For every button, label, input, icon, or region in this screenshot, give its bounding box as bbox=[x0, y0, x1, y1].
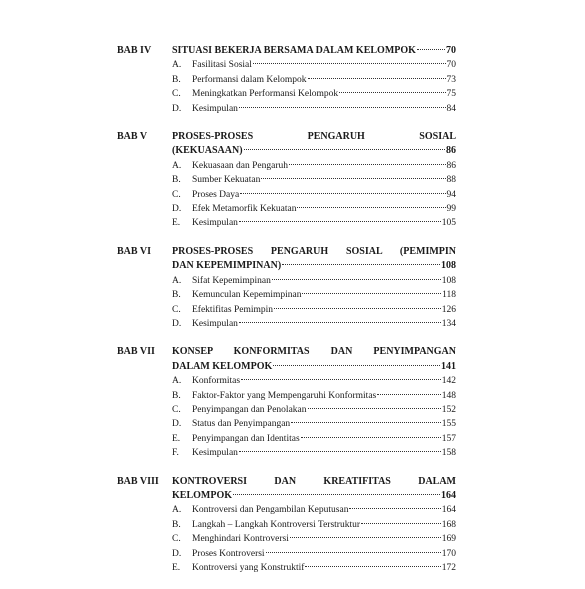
page-number: 75 bbox=[446, 89, 456, 100]
toc-entry-label bbox=[172, 532, 289, 546]
dot-leader bbox=[241, 379, 441, 380]
toc-entry-letter: B. bbox=[172, 175, 181, 186]
toc-entry-label bbox=[172, 561, 304, 575]
toc-entry-text: Menghindari Kontroversi bbox=[192, 534, 289, 545]
toc-entry-label bbox=[172, 58, 252, 72]
toc-entry bbox=[172, 303, 456, 317]
dot-leader bbox=[239, 221, 441, 222]
page-number: 94 bbox=[446, 189, 456, 200]
toc-entry bbox=[172, 417, 456, 431]
toc-entry-text: Faktor-Faktor yang Mempengaruhi Konformitas bbox=[192, 390, 377, 401]
chapter-title bbox=[172, 44, 456, 58]
chapter-title-entry bbox=[172, 259, 456, 273]
chapter-title-text: KELOMPOK bbox=[172, 489, 232, 501]
page-number: 158 bbox=[441, 448, 456, 459]
toc-entry-label bbox=[172, 303, 273, 317]
toc-entry bbox=[172, 446, 456, 460]
chapter-number: BAB IV bbox=[117, 45, 152, 56]
dot-leader bbox=[239, 322, 441, 323]
toc-entry-text: Sumber Kekuatan bbox=[192, 175, 261, 186]
toc-entry-text: Langkah – Langkah Kontroversi Terstruktur bbox=[192, 519, 361, 530]
dot-leader bbox=[240, 193, 445, 194]
toc-entry bbox=[172, 159, 456, 173]
chapter-title bbox=[172, 475, 456, 504]
page-number: 118 bbox=[442, 290, 456, 301]
toc-entry-letter: D. bbox=[172, 103, 182, 114]
page-number: 157 bbox=[441, 433, 456, 444]
toc-entry-text: Kontroversi yang Konstruktif bbox=[192, 563, 305, 573]
page-number: 105 bbox=[441, 218, 456, 229]
toc-entry-letter: A. bbox=[172, 275, 182, 286]
chapter-body bbox=[172, 245, 456, 331]
dot-leader bbox=[261, 178, 445, 179]
toc-entry-text: Kontroversi dan Pengambilan Keputusan bbox=[192, 505, 349, 516]
dot-leader bbox=[274, 308, 441, 309]
dot-leader bbox=[233, 494, 440, 495]
dot-leader bbox=[339, 92, 445, 93]
toc-entry-text: Proses Kontroversi bbox=[192, 548, 265, 559]
dot-leader bbox=[291, 422, 441, 423]
dot-leader bbox=[282, 264, 440, 265]
chapter-title bbox=[172, 245, 456, 274]
toc-entry-letter: E. bbox=[172, 563, 181, 573]
chapter-title-text: (KEKUASAAN) bbox=[172, 145, 243, 157]
page-number: 164 bbox=[441, 489, 456, 501]
toc-entry bbox=[172, 173, 456, 187]
page-number: 142 bbox=[441, 376, 456, 387]
toc-entry-label bbox=[172, 87, 338, 101]
toc-entry-letter: B. bbox=[172, 390, 181, 401]
toc-entry-label bbox=[172, 173, 260, 187]
toc-entry bbox=[172, 202, 456, 216]
toc-entry-text: Efek Metamorfik Kekuatan bbox=[192, 204, 297, 215]
toc-entry-label bbox=[172, 159, 288, 173]
dot-leader bbox=[273, 365, 440, 366]
toc-entry-text: Kekuasaan dan Pengaruh bbox=[192, 160, 289, 171]
toc-entry-letter: D. bbox=[172, 548, 182, 559]
toc-entry-letter: D. bbox=[172, 318, 182, 329]
toc-entry-text: Penyimpangan dan Penolakan bbox=[192, 404, 307, 415]
toc-entry bbox=[172, 188, 456, 202]
chapter-number: BAB V bbox=[117, 131, 148, 143]
toc-entry-text: Performansi dalam Kelompok bbox=[192, 74, 307, 85]
toc-entry bbox=[172, 532, 456, 546]
chapter-title-entry bbox=[172, 44, 456, 58]
dot-leader bbox=[377, 394, 441, 395]
page-number: 108 bbox=[441, 260, 456, 272]
page-number: 168 bbox=[441, 519, 456, 530]
dot-leader bbox=[244, 149, 445, 150]
dot-leader bbox=[361, 523, 441, 524]
toc-entry bbox=[172, 432, 456, 446]
dot-leader bbox=[305, 566, 440, 567]
toc-entry-label bbox=[172, 102, 238, 116]
toc-entry-text: Kesimpulan bbox=[192, 103, 238, 114]
dot-leader bbox=[349, 508, 440, 509]
dot-leader bbox=[290, 537, 441, 538]
toc-entry-letter: D. bbox=[172, 204, 182, 215]
toc-entry-text: Meningkatkan Performansi Kelompok bbox=[192, 89, 339, 100]
chapter-title-line: KONSEP KONFORMITAS DAN PENYIMPANGAN bbox=[172, 346, 456, 358]
chapter-body bbox=[172, 44, 456, 116]
chapter-title-line: PROSES-PROSES PENGARUH SOSIAL bbox=[172, 131, 456, 143]
toc-entry-letter: A. bbox=[172, 505, 182, 516]
chapter-title-text: DALAM KELOMPOK bbox=[172, 360, 273, 372]
toc-entry-label bbox=[172, 432, 300, 446]
chapter-title-text: SITUASI BEKERJA BERSAMA DALAM KELOMPOK bbox=[172, 45, 416, 56]
toc-entry-label bbox=[172, 446, 238, 460]
toc-entry-letter: A. bbox=[172, 160, 182, 171]
toc-entry bbox=[172, 73, 456, 87]
toc-entry-text: Kesimpulan bbox=[192, 218, 238, 229]
toc-entry-text: Sifat Kepemimpinan bbox=[192, 275, 271, 286]
chapter-title-entry bbox=[172, 489, 456, 503]
page-number: 148 bbox=[441, 390, 456, 401]
toc-entry bbox=[172, 216, 456, 230]
page-number: 88 bbox=[446, 175, 456, 186]
chapter-number: BAB VIII bbox=[117, 475, 159, 487]
toc-entry bbox=[172, 288, 456, 302]
toc-entry bbox=[172, 547, 456, 561]
toc-entry-text: Proses Daya bbox=[192, 189, 240, 200]
page-number: 84 bbox=[446, 103, 456, 114]
page-number: 99 bbox=[446, 204, 456, 215]
page-number: 86 bbox=[446, 145, 456, 157]
toc-entry bbox=[172, 518, 456, 532]
chapter-section bbox=[117, 345, 456, 460]
dot-leader bbox=[239, 107, 446, 108]
chapter-section bbox=[117, 44, 456, 116]
toc-entry-letter: C. bbox=[172, 534, 181, 545]
chapter-section bbox=[117, 245, 456, 331]
toc-entry-label bbox=[172, 73, 307, 87]
toc-entry-letter: C. bbox=[172, 89, 181, 100]
toc-entry-letter: C. bbox=[172, 404, 181, 415]
toc-entry-text: Kesimpulan bbox=[192, 318, 238, 329]
toc-entry bbox=[172, 503, 456, 517]
chapter-title-line: KONTROVERSI DAN KREATIFITAS DALAM bbox=[172, 475, 456, 487]
chapter-title-entry bbox=[172, 360, 456, 374]
toc-entry-label bbox=[172, 503, 348, 517]
page-number: 70 bbox=[446, 45, 456, 56]
toc-entry bbox=[172, 561, 456, 575]
page-number: 126 bbox=[441, 304, 456, 315]
toc-entry-letter: E. bbox=[172, 218, 181, 229]
page-number: 134 bbox=[441, 318, 456, 329]
toc-entry-label bbox=[172, 288, 301, 302]
chapter-title bbox=[172, 130, 456, 159]
page-number: 86 bbox=[446, 160, 456, 171]
toc-entry-label bbox=[172, 202, 296, 216]
page-number: 155 bbox=[441, 419, 456, 430]
toc-entry-letter: C. bbox=[172, 304, 181, 315]
page-number: 141 bbox=[441, 360, 456, 372]
toc-entry-label bbox=[172, 389, 376, 403]
page-number: 108 bbox=[441, 275, 456, 286]
toc-entry-letter: E. bbox=[172, 433, 181, 444]
toc-entry-letter: A. bbox=[172, 60, 182, 71]
toc-entry-label bbox=[172, 374, 240, 388]
toc-entry-text: Penyimpangan dan Identitas bbox=[192, 433, 300, 444]
toc-entry-letter: B. bbox=[172, 74, 181, 85]
toc-entry-letter: D. bbox=[172, 419, 182, 430]
chapter-title-text: DAN KEPEMIMPINAN) bbox=[172, 260, 282, 272]
chapter-section bbox=[117, 475, 456, 576]
page-number: 73 bbox=[446, 74, 456, 85]
toc-entry-text: Kemunculan Kepemimpinan bbox=[192, 290, 302, 301]
toc-entry-label bbox=[172, 216, 238, 230]
chapter-number: BAB VI bbox=[117, 245, 151, 257]
toc-entry-label bbox=[172, 417, 290, 431]
toc-entry bbox=[172, 317, 456, 331]
dot-leader bbox=[266, 552, 441, 553]
toc-entry-letter: F. bbox=[172, 448, 179, 459]
chapter-title-line: PROSES-PROSES PENGARUH SOSIAL (PEMIMPIN bbox=[172, 245, 456, 257]
toc-entry-label bbox=[172, 547, 265, 561]
chapter-body bbox=[172, 345, 456, 460]
page-number: 164 bbox=[441, 505, 456, 516]
toc-entry-text: Kesimpulan bbox=[192, 448, 238, 459]
toc-entry-text: Konformitas bbox=[192, 376, 241, 387]
toc-entry-letter: C. bbox=[172, 189, 181, 200]
dot-leader bbox=[253, 63, 446, 64]
toc-entry-letter: B. bbox=[172, 290, 181, 301]
dot-leader bbox=[297, 207, 445, 208]
toc-entry-label bbox=[172, 403, 307, 417]
dot-leader bbox=[308, 78, 446, 79]
toc-entry-text: Efektifitas Pemimpin bbox=[192, 304, 274, 315]
toc-entry-text: Fasilitasi Sosial bbox=[192, 60, 252, 71]
chapter-body bbox=[172, 475, 456, 576]
chapter-section bbox=[117, 130, 456, 231]
dot-leader bbox=[308, 408, 441, 409]
page-number: 172 bbox=[441, 563, 456, 573]
toc-entry-letter: A. bbox=[172, 376, 182, 387]
toc-entry bbox=[172, 102, 456, 116]
dot-leader bbox=[302, 293, 441, 294]
toc-entry-label bbox=[172, 274, 271, 288]
dot-leader bbox=[272, 279, 441, 280]
dot-leader bbox=[239, 451, 441, 452]
table-of-contents bbox=[117, 44, 456, 589]
page-number: 169 bbox=[441, 534, 456, 545]
toc-entry bbox=[172, 403, 456, 417]
dot-leader bbox=[289, 164, 445, 165]
toc-entry bbox=[172, 87, 456, 101]
page-number: 70 bbox=[446, 60, 456, 71]
dot-leader bbox=[417, 49, 445, 50]
chapter-title bbox=[172, 345, 456, 374]
toc-entry-text: Status dan Penyimpangan bbox=[192, 419, 291, 430]
dot-leader bbox=[301, 437, 441, 438]
toc-entry-label bbox=[172, 188, 239, 202]
chapter-number: BAB VII bbox=[117, 346, 155, 358]
toc-entry-label bbox=[172, 518, 360, 532]
chapter-title-entry bbox=[172, 144, 456, 158]
toc-entry bbox=[172, 374, 456, 388]
toc-entry-letter: B. bbox=[172, 519, 181, 530]
chapter-body bbox=[172, 130, 456, 231]
toc-entry bbox=[172, 58, 456, 72]
toc-entry bbox=[172, 389, 456, 403]
toc-entry-label bbox=[172, 317, 238, 331]
page-number: 152 bbox=[441, 404, 456, 415]
page-number: 170 bbox=[441, 548, 456, 559]
toc-entry bbox=[172, 274, 456, 288]
